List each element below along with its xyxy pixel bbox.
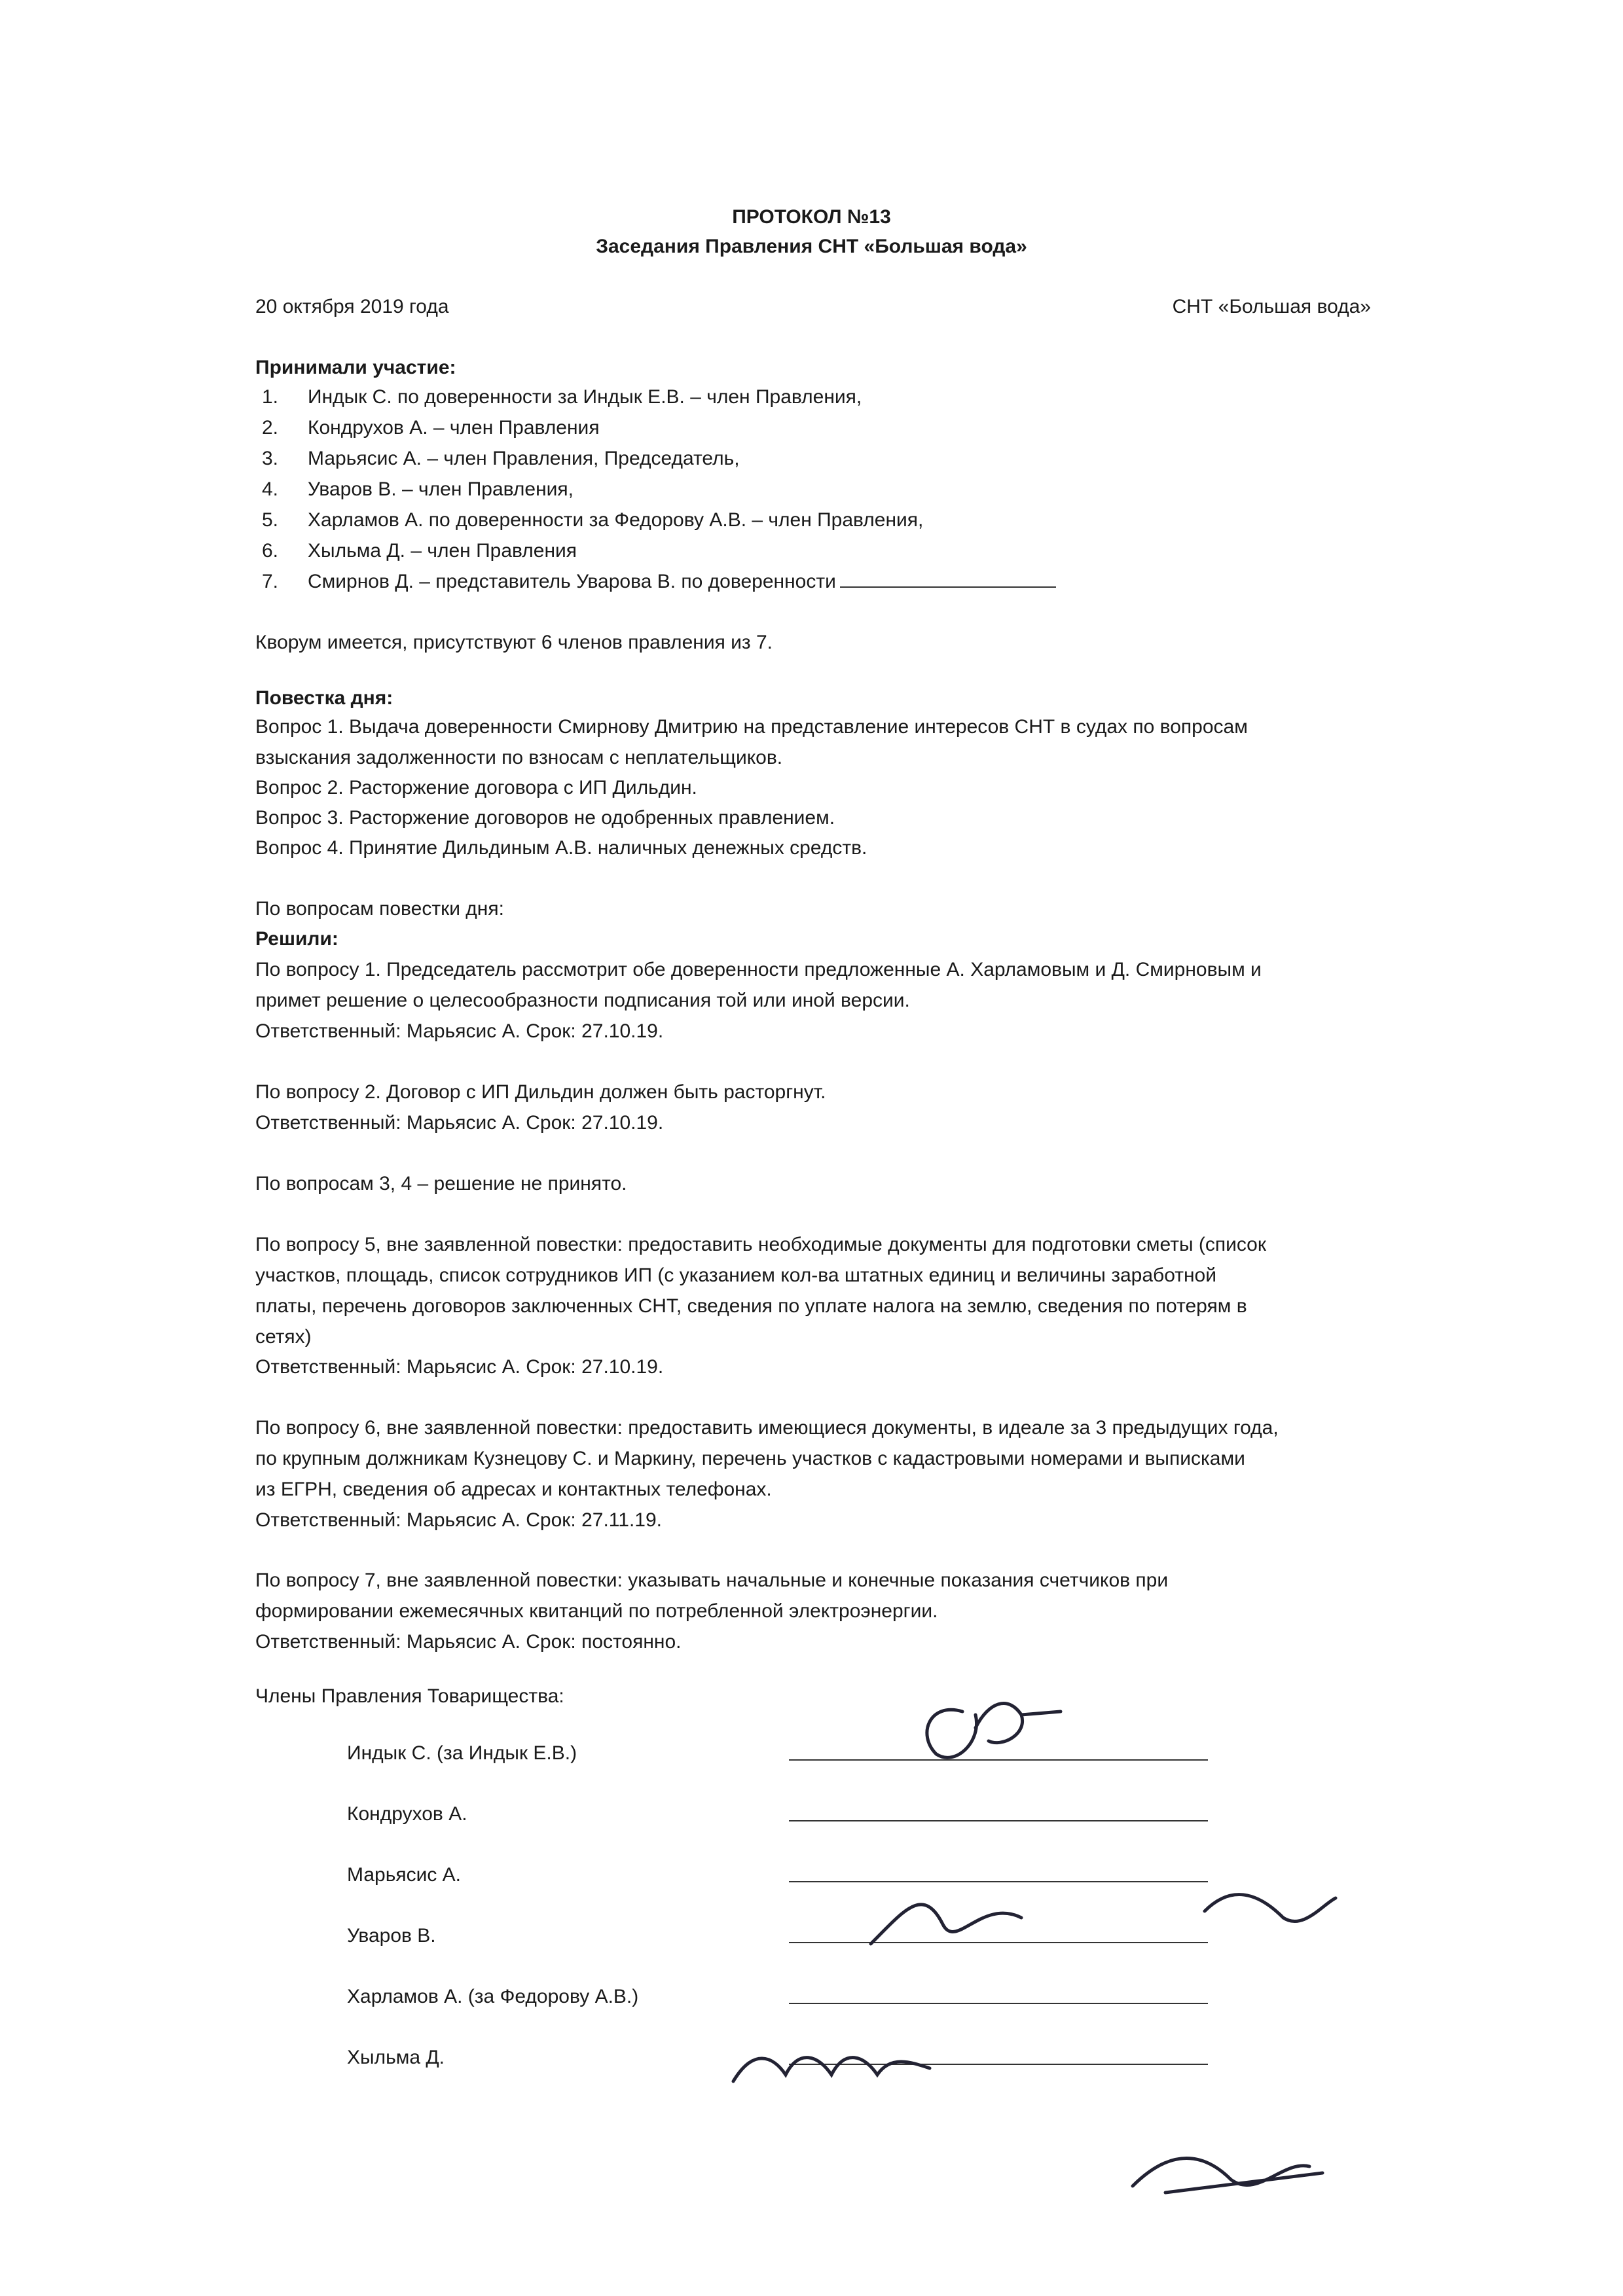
decision-7: По вопросу 7, вне заявленной повестки: указывать начальные и конечные показания счетчиков при: [255, 1570, 1169, 1591]
decision-6-responsible: Ответственный: Марьясис А. Срок: 27.11.19.: [255, 1509, 662, 1531]
decision-6-cont-1: по крупным должникам Кузнецову С. и Маркину, перечень участков с кадастровыми номерами и выписками: [255, 1448, 1245, 1469]
signer-name: Кондрухов А.: [347, 1803, 467, 1825]
decision-6: По вопросу 6, вне заявленной повестки: предоставить имеющиеся документы, в идеале за 3 предыдущих года,: [255, 1417, 1279, 1439]
participant-number: 6.: [262, 540, 279, 562]
decision-7-responsible: Ответственный: Марьясис А. Срок: постоянно.: [255, 1631, 682, 1653]
participant-number: 1.: [262, 386, 279, 408]
agenda-item-3: Вопрос 3. Расторжение договоров не одобренных правлением.: [255, 807, 835, 829]
decision-5: По вопросу 5, вне заявленной повестки: предоставить необходимые документы для подготовки сметы (список: [255, 1234, 1266, 1255]
signatures-heading: Члены Правления Товарищества:: [255, 1685, 564, 1707]
signer-name: Индык С. (за Индык Е.В.): [347, 1742, 577, 1764]
participant-number: 5.: [262, 509, 279, 531]
decisions-intro: По вопросам повестки дня:: [255, 898, 504, 920]
kondrukhov-handwritten-note: с особым мнением Кондрухов: [753, 1778, 1360, 1822]
agenda-item-4: Вопрос 4. Принятие Дильдиным А.В. наличных денежных средств.: [255, 837, 867, 859]
participant-number: 3.: [262, 448, 279, 469]
decision-5-cont-1: участков, площадь, список сотрудников ИП (с указанием кол-ва штатных единиц и величины заработной: [255, 1265, 1216, 1286]
participants-heading: Принимали участие:: [255, 357, 456, 378]
decision-1: По вопросу 1. Председатель рассмотрит обе доверенности предложенные А. Харламовым и Д. Смирновым и: [255, 959, 1262, 980]
decision-1-cont: примет решение о целесообразности подписания той или иной версии.: [255, 990, 910, 1011]
participant-text: Хыльма Д. – член Правления: [308, 540, 577, 562]
participant-number: 2.: [262, 417, 279, 439]
bottom-handwritten-note: Вопрос 2 → вынести на решение ОСЧ: [164, 2101, 1250, 2163]
decision-3-4: По вопросам 3, 4 – решение не принято.: [255, 1173, 627, 1194]
agenda-item-1-cont: взыскания задолженности по взносам с неплательщиков.: [255, 747, 783, 768]
participant-text-value: Смирнов Д. – представитель Уварова В. по доверенности: [308, 571, 836, 592]
agenda-item-1: Вопрос 1. Выдача доверенности Смирнову Дмитрию на представление интересов СНТ в судах по вопросам: [255, 716, 1248, 738]
signer-name: Уваров В.: [347, 1925, 436, 1946]
participant-number: 4.: [262, 478, 279, 500]
signer-name: Марьясис А.: [347, 1864, 462, 1886]
participant-text: Кондрухов А. – член Правления: [308, 417, 600, 439]
decision-6-cont-2: из ЕГРН, сведения об адресах и контактных телефонах.: [255, 1479, 772, 1500]
document-subtitle: Заседания Правления СНТ «Большая вода»: [596, 236, 1027, 257]
maryasis-signature-icon: [871, 1895, 1336, 1944]
document-title: ПРОТОКОЛ №13: [732, 206, 891, 228]
participant-text: Харламов А. по доверенности за Федорову А.В. – член Правления,: [308, 509, 924, 531]
organization-name: СНТ «Большая вода»: [1172, 296, 1371, 317]
meeting-date: 20 октября 2019 года: [255, 296, 449, 317]
participant-text: Марьясис А. – член Правления, Председатель,: [308, 448, 740, 469]
quorum-text: Кворум имеется, присутствуют 6 членов правления из 7.: [255, 632, 773, 653]
decision-1-responsible: Ответственный: Марьясис А. Срок: 27.10.19.: [255, 1020, 664, 1042]
bottom-signature-icon: [1133, 2159, 1322, 2193]
signer-name: Харламов А. (за Федорову А.В.): [347, 1986, 639, 2007]
agenda-heading: Повестка дня:: [255, 687, 393, 709]
decision-2-responsible: Ответственный: Марьясис А. Срок: 27.10.19.: [255, 1112, 664, 1134]
kharlamov-handwritten-note-2: взыскания задолженности“ Харламов: [681, 1971, 1444, 2013]
signer-name: Хыльма Д.: [347, 2047, 445, 2068]
khylma-signature-icon: [733, 2058, 930, 2081]
kharlamov-handwritten-note-1: п.6. дополнить „В целях начала процедуры: [668, 1927, 1525, 1969]
decisions-heading: Решили:: [255, 928, 338, 950]
maryasis-handwritten-note: С особым мнением по вопросу 2: [570, 1850, 1294, 1899]
indyk-signature-icon: [927, 1704, 1061, 1758]
decision-5-cont-2: платы, перечень договоров заключенных СНТ, сведения по уплате налога на землю, сведения по потерям в: [255, 1295, 1247, 1317]
participant-text: Уваров В. – член Правления,: [308, 478, 574, 500]
participant-text: Индык С. по доверенности за Индык Е.В. – член Правления,: [308, 386, 862, 408]
decision-5-responsible: Ответственный: Марьясис А. Срок: 27.10.19.: [255, 1356, 664, 1378]
decision-5-cont-3: сетях): [255, 1326, 312, 1348]
decision-7-cont: формировании ежемесячных квитанций по потребленной электроэнергии.: [255, 1600, 938, 1622]
participant-number: 7.: [262, 571, 279, 592]
decision-2: По вопросу 2. Договор с ИП Дильдин должен быть расторгнут.: [255, 1081, 826, 1103]
agenda-item-2: Вопрос 2. Расторжение договора с ИП Дильдин.: [255, 777, 697, 798]
